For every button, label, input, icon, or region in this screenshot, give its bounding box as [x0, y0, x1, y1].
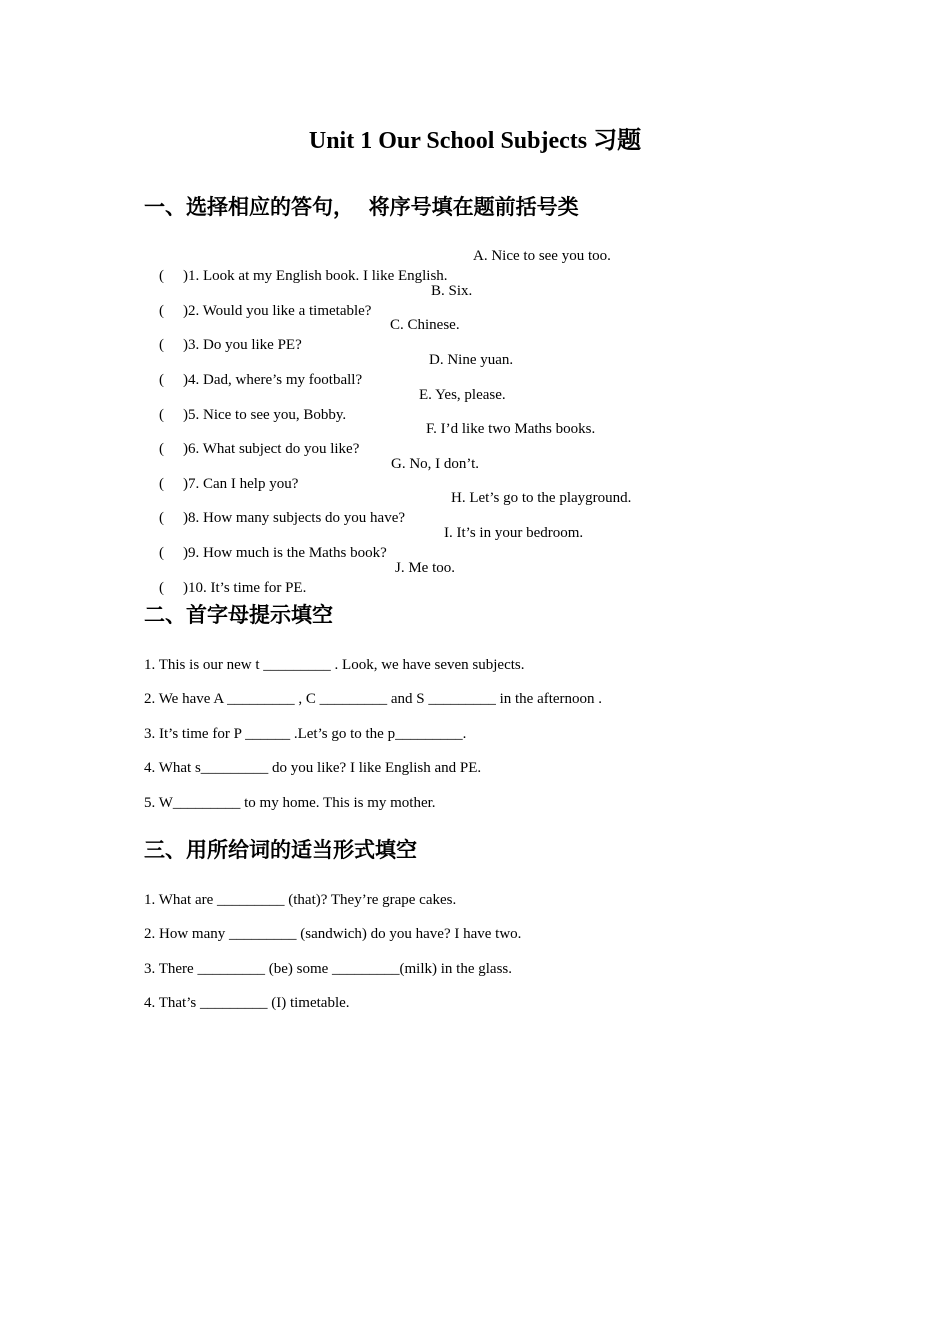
answer-paren: ( — [159, 268, 164, 284]
fill-item: 2. We have A _________ , C _________ and S _________ in the afternoon . — [144, 691, 603, 707]
matching-question: )2. Would you like a timetable? — [183, 303, 372, 319]
word-form-item: 4. That’s _________ (I) timetable. — [144, 995, 350, 1011]
section-heading-word-form: 三、用所给词的适当形式填空 — [144, 838, 417, 862]
answer-paren: ( — [159, 545, 164, 561]
answer-paren: ( — [159, 510, 164, 526]
matching-question: )8. How many subjects do you have? — [183, 510, 406, 526]
answer-paren: ( — [159, 303, 164, 319]
matching-answer: D. Nine yuan. — [429, 352, 514, 368]
fill-item: 5. W_________ to my home. This is my mother. — [144, 795, 436, 811]
matching-answer: H. Let’s go to the playground. — [451, 490, 632, 506]
matching-question: )9. How much is the Maths book? — [183, 545, 387, 561]
matching-question: )5. Nice to see you, Bobby. — [183, 407, 347, 423]
answer-paren: ( — [159, 407, 164, 423]
word-form-item: 3. There _________ (be) some _________(milk) in the glass. — [144, 961, 512, 977]
section-heading-matching: 一、选择相应的答句， 将序号填在题前括号类 — [144, 195, 579, 219]
fill-item: 4. What s_________ do you like? I like English and PE. — [144, 760, 482, 776]
matching-question: )3. Do you like PE? — [183, 337, 302, 353]
word-form-item: 2. How many _________ (sandwich) do you have? I have two. — [144, 926, 522, 942]
answer-paren: ( — [159, 337, 164, 353]
word-form-item: 1. What are _________ (that)? They’re grape cakes. — [144, 892, 457, 908]
fill-item: 1. This is our new t _________ . Look, we have seven subjects. — [144, 657, 525, 673]
page-title: Unit 1 Our School Subjects 习题 — [308, 128, 642, 154]
answer-paren: ( — [159, 580, 164, 596]
fill-item: 3. It’s time for P ______ .Let’s go to the p_________. — [144, 726, 467, 742]
matching-answer: E. Yes, please. — [419, 387, 506, 403]
matching-answer: B. Six. — [431, 283, 473, 299]
matching-question: )4. Dad, where’s my football? — [183, 372, 363, 388]
matching-answer: J. Me too. — [395, 560, 455, 576]
matching-answer: F. I’d like two Maths books. — [426, 421, 596, 437]
matching-question: )1. Look at my English book. I like English. — [183, 268, 448, 284]
matching-question: )7. Can I help you? — [183, 476, 299, 492]
matching-question: )10. It’s time for PE. — [183, 580, 307, 596]
matching-answer: G. No, I don’t. — [391, 456, 480, 472]
matching-answer: A. Nice to see you too. — [473, 248, 611, 264]
answer-paren: ( — [159, 372, 164, 388]
answer-paren: ( — [159, 476, 164, 492]
matching-question: )6. What subject do you like? — [183, 441, 360, 457]
matching-answer: C. Chinese. — [390, 317, 460, 333]
matching-answer: I. It’s in your bedroom. — [444, 525, 584, 541]
section-heading-initial-letter: 二、首字母提示填空 — [144, 603, 333, 627]
answer-paren: ( — [159, 441, 164, 457]
